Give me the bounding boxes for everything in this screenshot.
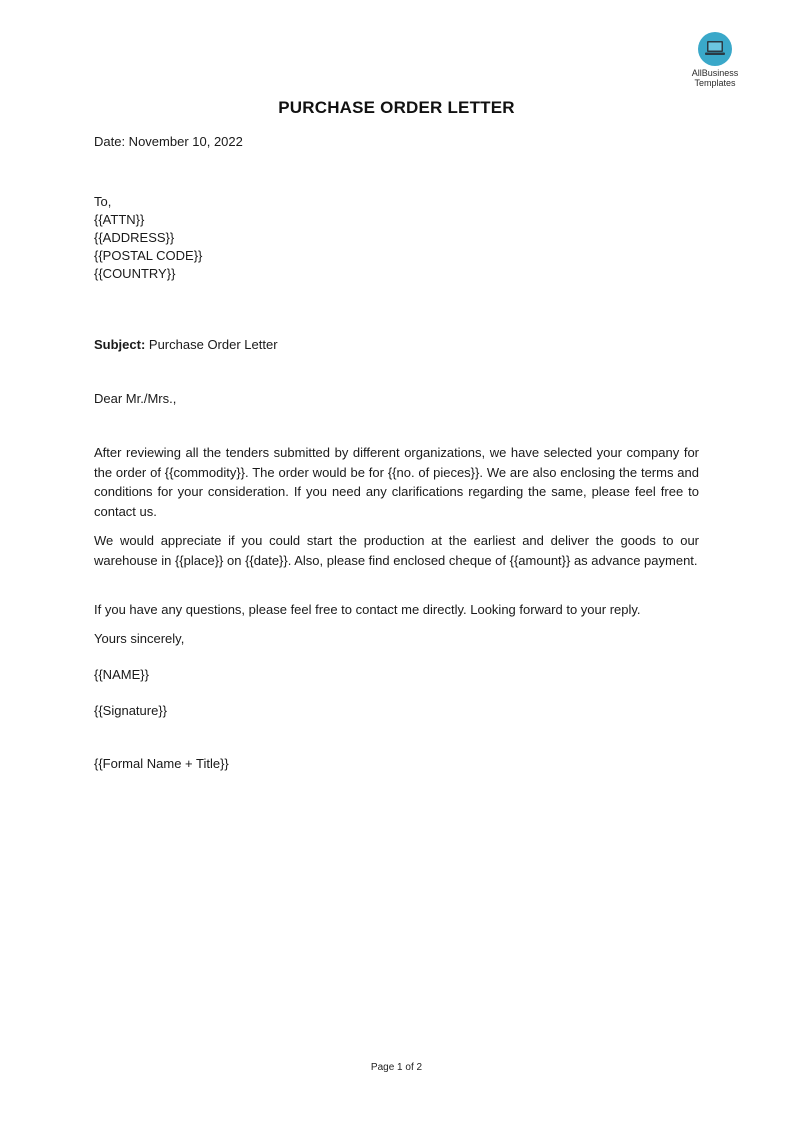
allbusiness-templates-logo <box>684 32 746 88</box>
recipient-to: To, <box>94 194 112 209</box>
closing: Yours sincerely, <box>94 631 185 646</box>
signature-placeholder: {{Signature}} <box>94 703 168 718</box>
page-number: Page 1 of 2 <box>370 1062 423 1073</box>
salutation: Dear Mr./Mrs., <box>94 391 177 406</box>
logo-text-line1: AllBusiness <box>691 68 739 78</box>
subject-line <box>94 336 278 354</box>
document-title: PURCHASE ORDER LETTER <box>278 98 515 117</box>
recipient-attn: {{ATTN}} <box>94 212 145 227</box>
body-paragraph-1: After reviewing all the tenders submitted by different organizations, we have selected your company for the order of {{commodity}}. The order would be for {{no. of pieces}}. We are also enclosing the terms and conditions for your consideration. If you need any clarifications regarding the same, please feel free to contact us. <box>94 445 699 519</box>
recipient-country: {{COUNTRY}} <box>94 266 176 281</box>
subject-text: Purchase Order Letter <box>145 337 278 352</box>
body-paragraph-3: If you have any questions, please feel free to contact me directly. Looking forward to your reply. <box>94 602 641 617</box>
subject-label: Subject: <box>94 337 146 352</box>
name-placeholder: {{NAME}} <box>94 667 149 682</box>
body-paragraph-2: We would appreciate if you could start the production at the earliest and deliver the goods to our warehouse in {{place}} on {{date}}. Also, please find enclosed cheque of {{amount}} as advance payment. <box>94 533 699 568</box>
laptop-icon <box>698 32 732 66</box>
formal-name-placeholder: {{Formal Name + Title}} <box>94 756 229 771</box>
recipient-postal-code: {{POSTAL CODE}} <box>94 248 203 263</box>
recipient-address: {{ADDRESS}} <box>94 230 175 245</box>
logo-text-line2: Templates <box>694 78 736 88</box>
date-line: Date: November 10, 2022 <box>94 134 243 149</box>
